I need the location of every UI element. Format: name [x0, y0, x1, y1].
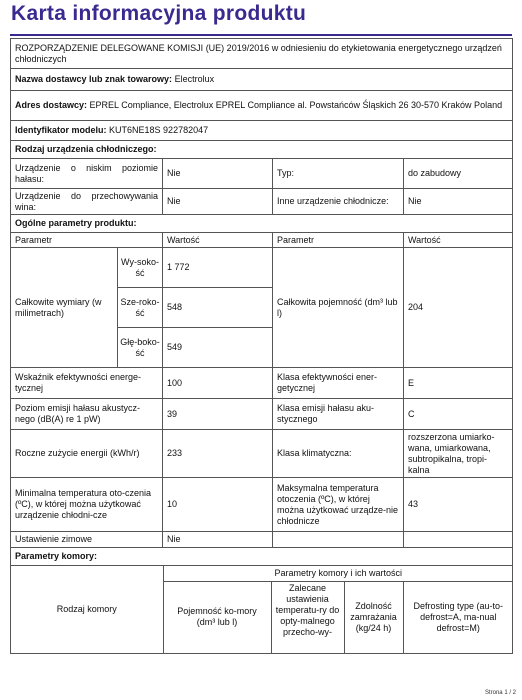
param-header-left: Parametr	[11, 233, 163, 248]
compartment-table	[11, 566, 513, 653]
wine-value: Nie	[163, 189, 273, 215]
compartment-type-header: Rodzaj komory	[11, 566, 163, 653]
winter-value: Nie	[163, 532, 273, 548]
wine-label: Urządzenie do przechowywania wina:	[11, 189, 163, 215]
noise-class-label: Klasa emisji hałasu aku-stycznego	[273, 399, 404, 430]
min-temp-label: Minimalna temperatura oto-czenia (ºC), w której można użytkować urządzenie chłodni-cze	[11, 478, 163, 532]
depth-label: Głę-boko-ść	[118, 328, 163, 368]
width-value: 548	[163, 288, 273, 328]
address-value: EPREL Compliance, Electrolux EPREL Compliance al. Powstańców Śląskich 26 30-570 Kraków Poland	[89, 100, 503, 110]
energy-class-value: E	[404, 368, 513, 399]
value-header-left: Wartość	[163, 233, 273, 248]
general-section-heading: Ogólne parametry produktu:	[11, 215, 513, 233]
eei-value: 100	[163, 368, 273, 399]
depth-value: 549	[163, 328, 273, 368]
page-title: Karta informacyjna produktu	[11, 2, 307, 25]
compartment-freeze-header: Zdolność zamrażania (kg/24 h)	[344, 581, 403, 653]
compartment-defrost-header: Defrosting type (au-to-defrost=A, ma-nual defrost=M)	[413, 600, 504, 633]
noise-label: Poziom emisji hałasu akustycz-nego (dB(A) re 1 pW)	[11, 399, 163, 430]
eei-label: Wskaźnik efektywności energe-tycznej	[11, 368, 163, 399]
noise-class-value: C	[404, 399, 513, 430]
height-label: Wy-soko-ść	[118, 248, 163, 288]
annual-energy-value: 233	[163, 430, 273, 478]
value-header-right: Wartość	[404, 233, 513, 248]
param-header-right: Parametr	[273, 233, 404, 248]
compartment-section-heading: Parametry komory:	[11, 548, 513, 566]
energy-class-label: Klasa efektywności ener-getycznej	[273, 368, 404, 399]
type-label: Typ:	[273, 159, 404, 189]
regulation-text: ROZPORZĄDZENIE DELEGOWANE KOMISJI (UE) 2019/2016 w odniesieniu do etykietowania energetycznego urządzeń chłodniczych	[11, 39, 513, 69]
compartment-group-header: Parametry komory i ich wartości	[163, 566, 513, 581]
volume-label: Całkowita pojemność (dm³ lub l)	[273, 248, 404, 368]
low-noise-label: Urządzenie o niskim poziomie hałasu:	[11, 159, 163, 189]
other-label: Inne urządzenie chłodnicze:	[273, 189, 404, 215]
climate-class-value: rozszerzona umiarko-wana, umiarkowana, subtropikalna, tropi-kalna	[404, 430, 513, 478]
address-label: Adres dostawcy:	[15, 100, 88, 110]
low-noise-value: Nie	[163, 159, 273, 189]
supplier-value: Electrolux	[174, 74, 215, 84]
supplier-row	[11, 69, 513, 91]
compartment-volume-header: Pojemność ko-mory (dm³ lub l)	[163, 581, 271, 653]
climate-class-label: Klasa klimatyczna:	[273, 430, 404, 478]
compartment-temp-header: Zalecane ustawienia temperatu-ry do opty-malnego przecho-wy-	[271, 581, 344, 653]
winter-empty-cell	[273, 532, 404, 548]
page-number: Strona 1 / 2	[484, 690, 516, 696]
annual-energy-label: Roczne zużycie energii (kWh/r)	[11, 430, 163, 478]
noise-value: 39	[163, 399, 273, 430]
model-row	[11, 121, 513, 141]
product-info-table	[10, 38, 513, 654]
max-temp-label: Maksymalna temperatura otoczenia (ºC), w której można użytkować urządze-nie chłodnicze	[273, 478, 404, 532]
winter-label: Ustawienie zimowe	[11, 532, 163, 548]
dimensions-label: Całkowite wymiary (w milimetrach)	[11, 248, 118, 368]
min-temp-value: 10	[163, 478, 273, 532]
model-value: KUT6NE18S 922782047	[109, 125, 209, 135]
volume-value: 204	[404, 248, 513, 368]
height-value: 1 772	[163, 248, 273, 288]
title-underline	[10, 34, 512, 36]
type-value: do zabudowy	[404, 159, 513, 189]
compartment-table-cell	[11, 566, 513, 654]
winter-empty-cell	[404, 532, 513, 548]
other-value: Nie	[404, 189, 513, 215]
type-section-heading: Rodzaj urządzenia chłodniczego:	[11, 141, 513, 159]
address-row	[11, 91, 513, 121]
width-label: Sze-roko-ść	[118, 288, 163, 328]
model-label: Identyfikator modelu:	[15, 125, 107, 135]
supplier-label: Nazwa dostawcy lub znak towarowy:	[15, 74, 173, 84]
max-temp-value: 43	[404, 478, 513, 532]
